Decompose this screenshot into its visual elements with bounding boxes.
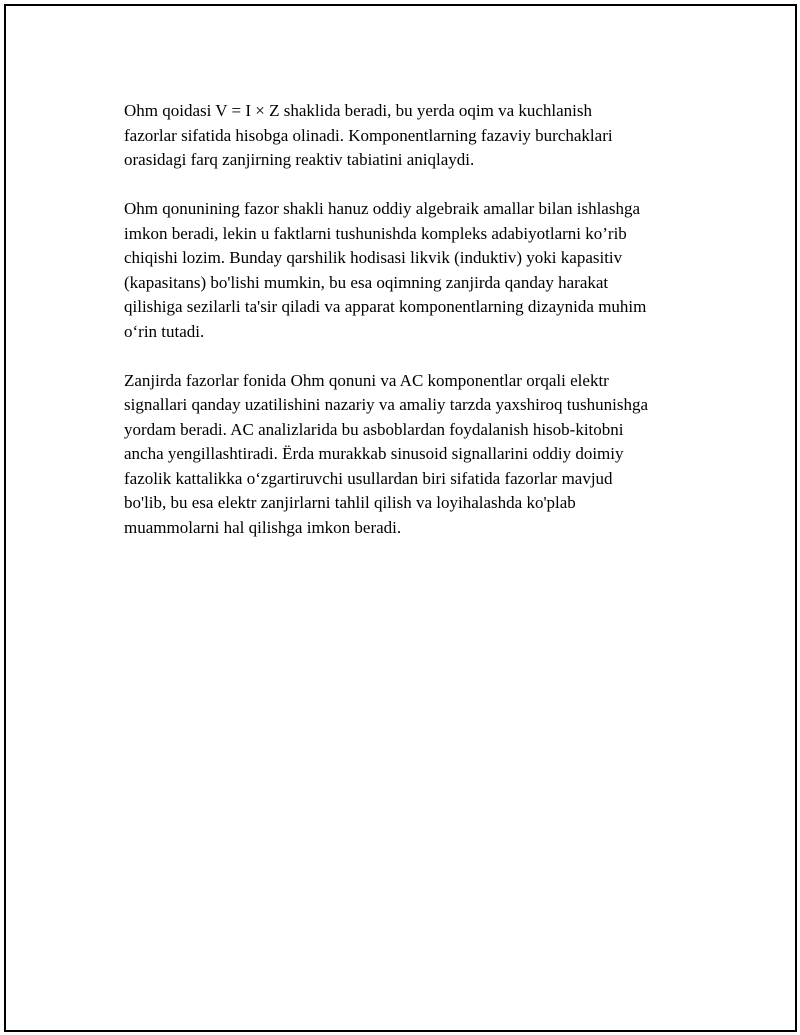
paragraph-1 (124, 99, 704, 173)
paragraph-line: Zanjirda fazorlar fonida Ohm qonuni va AC komponentlar orqali elektr (124, 370, 609, 390)
paragraph-line: Ohm qoidasi V = I × Z shaklida beradi, bu yerda oqim va kuchlanish (124, 101, 593, 120)
paragraph-line: ancha yengillashtiradi. Ërda murakkab sinusoid signallarini oddiy doimiy (124, 444, 624, 463)
paragraph-line: chiqishi lozim. Bunday qarshilik hodisasi likvik (induktiv) yoki kapasitiv (124, 248, 623, 267)
paragraph-line: (kapasitans) bo'lishi mumkin, bu esa oqimning zanjirda qanday harakat (124, 272, 609, 292)
paragraph-line: muammolarni hal qilishga imkon beradi. (124, 517, 402, 537)
paragraph-line: yordam beradi. AC analizlarida bu asboblardan foydalanish hisob-kitobni (124, 419, 624, 439)
paragraph-2 (124, 197, 704, 344)
paragraph-line: qilishiga sezilarli ta'sir qiladi va apparat komponentlarning dizaynida muhim (124, 297, 647, 316)
paragraph-line: Ohm qonunining fazor shakli hanuz oddiy algebraik amallar bilan ishlashga (124, 199, 641, 218)
paragraph-line: o‘rin tutadi. (124, 321, 205, 341)
paragraph-line: orasidagi farq zanjirning reaktiv tabiatini aniqlaydi. (124, 150, 475, 169)
paragraph-3 (124, 369, 704, 541)
document-body (124, 99, 704, 565)
paragraph-line: fazolik kattalikka o‘zgartiruvchi usullardan biri sifatida fazorlar mavjud (124, 468, 613, 488)
paragraph-line: fazorlar sifatida hisobga olinadi. Komponentlarning fazaviy burchaklari (124, 125, 613, 145)
paragraph-line: signallari qanday uzatilishini nazariy va amaliy tarzda yaxshiroq tushunishga (124, 395, 649, 414)
page-frame (4, 4, 797, 1032)
paragraph-line: bo'lib, bu esa elektr zanjirlarni tahlil qilish va loyihalashda ko'plab (124, 493, 576, 512)
paragraph-line: imkon beradi, lekin u faktlarni tushunishda kompleks adabiyotlarni ko’rib (124, 223, 627, 243)
